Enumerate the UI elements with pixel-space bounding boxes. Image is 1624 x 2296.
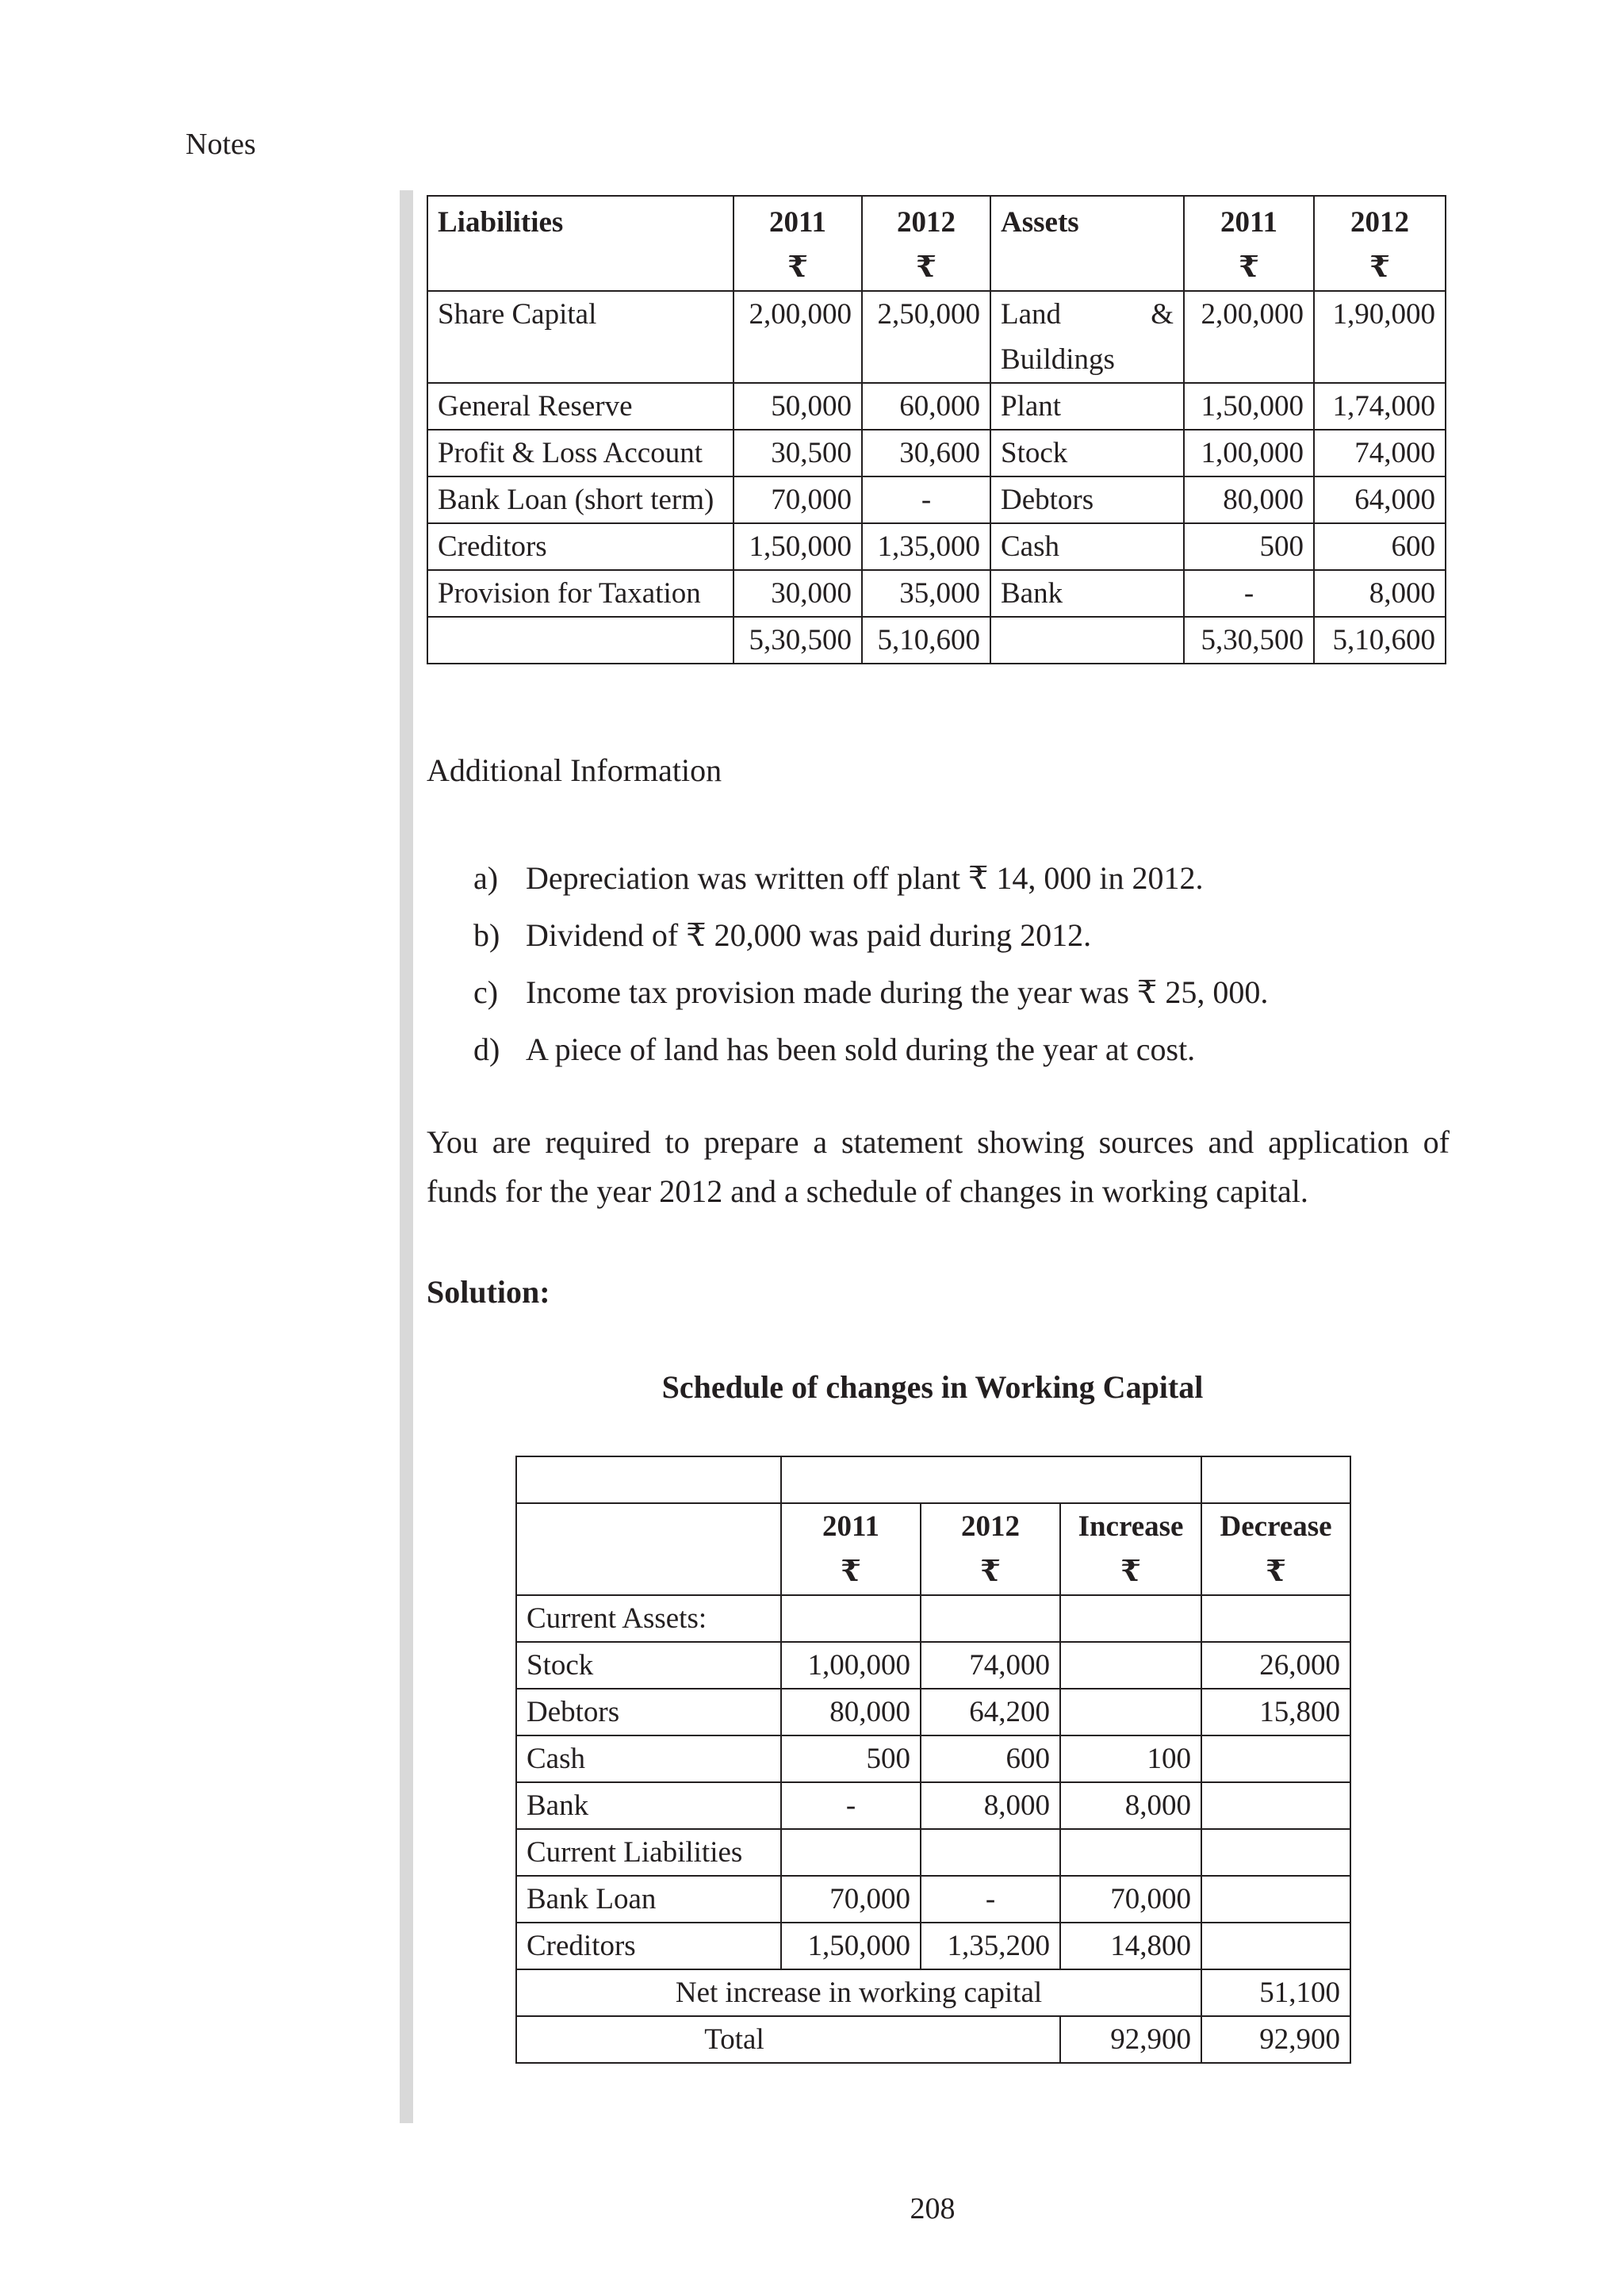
additional-info-list xyxy=(473,850,1268,1078)
value-2011: 70,000 xyxy=(781,1876,921,1923)
liability-2012: 60,000 xyxy=(862,383,990,430)
asset-2011: 80,000 xyxy=(1184,476,1314,523)
header-2011 xyxy=(781,1503,921,1595)
list-item xyxy=(473,1021,1268,1078)
header-decrease xyxy=(1201,1503,1350,1595)
rupee-symbol: ₹ xyxy=(1369,251,1390,284)
list-text: Dividend of ₹ 20,000 was paid during 2012. xyxy=(526,917,1092,953)
table-row xyxy=(516,1642,1350,1689)
asset-2012: 600 xyxy=(1314,523,1446,570)
value-2012: 1,35,200 xyxy=(921,1923,1060,1969)
totals-row xyxy=(427,617,1446,664)
asset-2011-header xyxy=(1184,196,1314,291)
rupee-symbol: ₹ xyxy=(1120,1556,1141,1588)
list-item xyxy=(473,850,1268,907)
net-increase-value: 51,100 xyxy=(1201,1969,1350,2016)
asset-2012: 1,90,000 xyxy=(1314,291,1446,383)
requirement-paragraph: You are required to prepare a statement showing sources and application of funds for the year 2012 and a schedule of changes in working capital. xyxy=(427,1124,1450,1209)
liability-name: Profit & Loss Account xyxy=(427,430,733,476)
asset-2011: 1,00,000 xyxy=(1184,430,1314,476)
decrease-value xyxy=(1201,1923,1350,1969)
asset-2012: 1,74,000 xyxy=(1314,383,1446,430)
increase-value xyxy=(1060,1642,1201,1689)
rupee-symbol: ₹ xyxy=(916,251,936,284)
asset-name: Plant xyxy=(990,383,1184,430)
empty-cell xyxy=(921,2016,1060,2063)
table-row xyxy=(516,1923,1350,1969)
asset-2012-header xyxy=(1314,196,1446,291)
total-label-text: Total xyxy=(704,2023,764,2056)
liability-2011: 30,500 xyxy=(733,430,862,476)
liab-2012-header xyxy=(862,196,990,291)
decrease-value: 26,000 xyxy=(1201,1642,1350,1689)
increase-value: 14,800 xyxy=(1060,1923,1201,1969)
asset-name: Land & Buildings xyxy=(990,291,1184,383)
asset-2011: 2,00,000 xyxy=(1184,291,1314,383)
empty-cell xyxy=(781,1456,1201,1503)
value-2011: - xyxy=(781,1782,921,1829)
year-label: 2012 xyxy=(961,1510,1020,1543)
item-name: Bank xyxy=(516,1782,781,1829)
table-row xyxy=(427,523,1446,570)
item-name: Bank Loan xyxy=(516,1876,781,1923)
empty-cell xyxy=(1201,1595,1350,1642)
net-increase-label: Net increase in working capital xyxy=(516,1969,1201,2016)
decrease-value xyxy=(1201,1782,1350,1829)
asset-name: Cash xyxy=(990,523,1184,570)
asset-2012: 8,000 xyxy=(1314,570,1446,617)
asset-name: Bank xyxy=(990,570,1184,617)
item-name: Stock xyxy=(516,1642,781,1689)
page-number: 208 xyxy=(910,2192,956,2225)
year-label: 2011 xyxy=(769,206,826,239)
working-capital-table xyxy=(515,1456,1351,2064)
empty-cell xyxy=(921,1829,1060,1876)
liability-2011: 30,000 xyxy=(733,570,862,617)
list-marker: b) xyxy=(473,917,500,953)
increase-value: 8,000 xyxy=(1060,1782,1201,1829)
empty-cell xyxy=(1201,1829,1350,1876)
section-label: Current Assets: xyxy=(516,1595,781,1642)
table-row xyxy=(516,1735,1350,1782)
list-text: A piece of land has been sold during the year at cost. xyxy=(526,1031,1196,1067)
liability-name: Share Capital xyxy=(427,291,733,383)
empty-cell xyxy=(516,1456,781,1503)
liability-2011: 2,00,000 xyxy=(733,291,862,383)
asset-2011: - xyxy=(1184,570,1314,617)
balance-sheet-table xyxy=(427,195,1446,664)
liability-name: General Reserve xyxy=(427,383,733,430)
value-2011: 1,50,000 xyxy=(781,1923,921,1969)
asset-2011: 1,50,000 xyxy=(1184,383,1314,430)
margin-bar xyxy=(400,190,413,2123)
table-row xyxy=(427,291,1446,383)
total-row xyxy=(516,2016,1350,2063)
table-row xyxy=(427,430,1446,476)
header-2012 xyxy=(921,1503,1060,1595)
empty-cell xyxy=(427,617,733,664)
table-row xyxy=(427,570,1446,617)
liab-2011-header xyxy=(733,196,862,291)
liability-2012: 35,000 xyxy=(862,570,990,617)
decrease-value xyxy=(1201,1876,1350,1923)
liability-total-2011: 5,30,500 xyxy=(733,617,862,664)
current-assets-row xyxy=(516,1595,1350,1642)
liability-2011: 50,000 xyxy=(733,383,862,430)
balance-sheet-header-row xyxy=(427,196,1446,291)
value-2012: 600 xyxy=(921,1735,1060,1782)
rupee-symbol: ₹ xyxy=(787,251,808,284)
liability-name: Creditors xyxy=(427,523,733,570)
total-increase: 92,900 xyxy=(1060,2016,1201,2063)
empty-cell xyxy=(990,617,1184,664)
rupee-symbol: ₹ xyxy=(980,1556,1001,1588)
liability-total-2012: 5,10,600 xyxy=(862,617,990,664)
item-name: Debtors xyxy=(516,1689,781,1735)
rupee-symbol: ₹ xyxy=(1239,251,1259,284)
schedule-header-row xyxy=(516,1503,1350,1595)
list-marker: d) xyxy=(473,1031,500,1067)
table-row xyxy=(516,1782,1350,1829)
rupee-symbol: ₹ xyxy=(1266,1556,1286,1588)
empty-cell xyxy=(781,1829,921,1876)
liability-2012: - xyxy=(862,476,990,523)
liability-2012: 30,600 xyxy=(862,430,990,476)
value-2011: 1,00,000 xyxy=(781,1642,921,1689)
decrease-value xyxy=(1201,1735,1350,1782)
table-row xyxy=(516,1876,1350,1923)
year-label: 2011 xyxy=(822,1510,879,1543)
asset-2012: 64,000 xyxy=(1314,476,1446,523)
notes-label: Notes xyxy=(186,128,256,161)
liability-2011: 70,000 xyxy=(733,476,862,523)
total-decrease: 92,900 xyxy=(1201,2016,1350,2063)
additional-info-heading: Additional Information xyxy=(427,752,722,788)
list-item xyxy=(473,907,1268,964)
value-2012: - xyxy=(921,1876,1060,1923)
decrease-value: 15,800 xyxy=(1201,1689,1350,1735)
value-2012: 64,200 xyxy=(921,1689,1060,1735)
empty-cell xyxy=(781,1595,921,1642)
rupee-symbol: ₹ xyxy=(841,1556,861,1588)
asset-total-2011: 5,30,500 xyxy=(1184,617,1314,664)
net-increase-row xyxy=(516,1969,1350,2016)
empty-cell xyxy=(1060,1829,1201,1876)
value-2012: 74,000 xyxy=(921,1642,1060,1689)
list-text: Income tax provision made during the year was ₹ 25, 000. xyxy=(526,974,1269,1010)
list-marker: a) xyxy=(473,860,499,896)
year-label: 2011 xyxy=(1220,206,1277,239)
list-item xyxy=(473,964,1268,1021)
asset-name: Stock xyxy=(990,430,1184,476)
liabilities-header: Liabilities xyxy=(427,196,733,291)
table-row xyxy=(427,383,1446,430)
section-label: Current Liabilities xyxy=(516,1829,781,1876)
increase-value xyxy=(1060,1689,1201,1735)
value-2011: 80,000 xyxy=(781,1689,921,1735)
liability-name: Provision for Taxation xyxy=(427,570,733,617)
increase-label: Increase xyxy=(1078,1510,1184,1543)
liability-2012: 1,35,000 xyxy=(862,523,990,570)
header-increase xyxy=(1060,1503,1201,1595)
empty-cell xyxy=(921,1595,1060,1642)
empty-cell xyxy=(1060,1595,1201,1642)
empty-cell xyxy=(1201,1456,1350,1503)
asset-total-2012: 5,10,600 xyxy=(1314,617,1446,664)
year-label: 2012 xyxy=(1350,206,1409,239)
schedule-title: Schedule of changes in Working Capital xyxy=(661,1369,1204,1405)
item-name: Cash xyxy=(516,1735,781,1782)
value-2011: 500 xyxy=(781,1735,921,1782)
list-text: Depreciation was written off plant ₹ 14, 000 in 2012. xyxy=(526,860,1204,896)
asset-name: Debtors xyxy=(990,476,1184,523)
table-row xyxy=(516,1689,1350,1735)
asset-2011: 500 xyxy=(1184,523,1314,570)
asset-2012: 74,000 xyxy=(1314,430,1446,476)
empty-cell xyxy=(516,1503,781,1595)
decrease-label: Decrease xyxy=(1220,1510,1332,1543)
solution-label: Solution: xyxy=(427,1274,550,1310)
item-name: Creditors xyxy=(516,1923,781,1969)
year-label: 2012 xyxy=(897,206,956,239)
total-label xyxy=(516,2016,921,2063)
liability-2011: 1,50,000 xyxy=(733,523,862,570)
list-marker: c) xyxy=(473,974,499,1010)
blank-top-row xyxy=(516,1456,1350,1503)
value-2012: 8,000 xyxy=(921,1782,1060,1829)
increase-value: 100 xyxy=(1060,1735,1201,1782)
increase-value: 70,000 xyxy=(1060,1876,1201,1923)
table-row xyxy=(427,476,1446,523)
current-liabilities-row xyxy=(516,1829,1350,1876)
assets-header: Assets xyxy=(990,196,1184,291)
liability-2012: 2,50,000 xyxy=(862,291,990,383)
liability-name: Bank Loan (short term) xyxy=(427,476,733,523)
